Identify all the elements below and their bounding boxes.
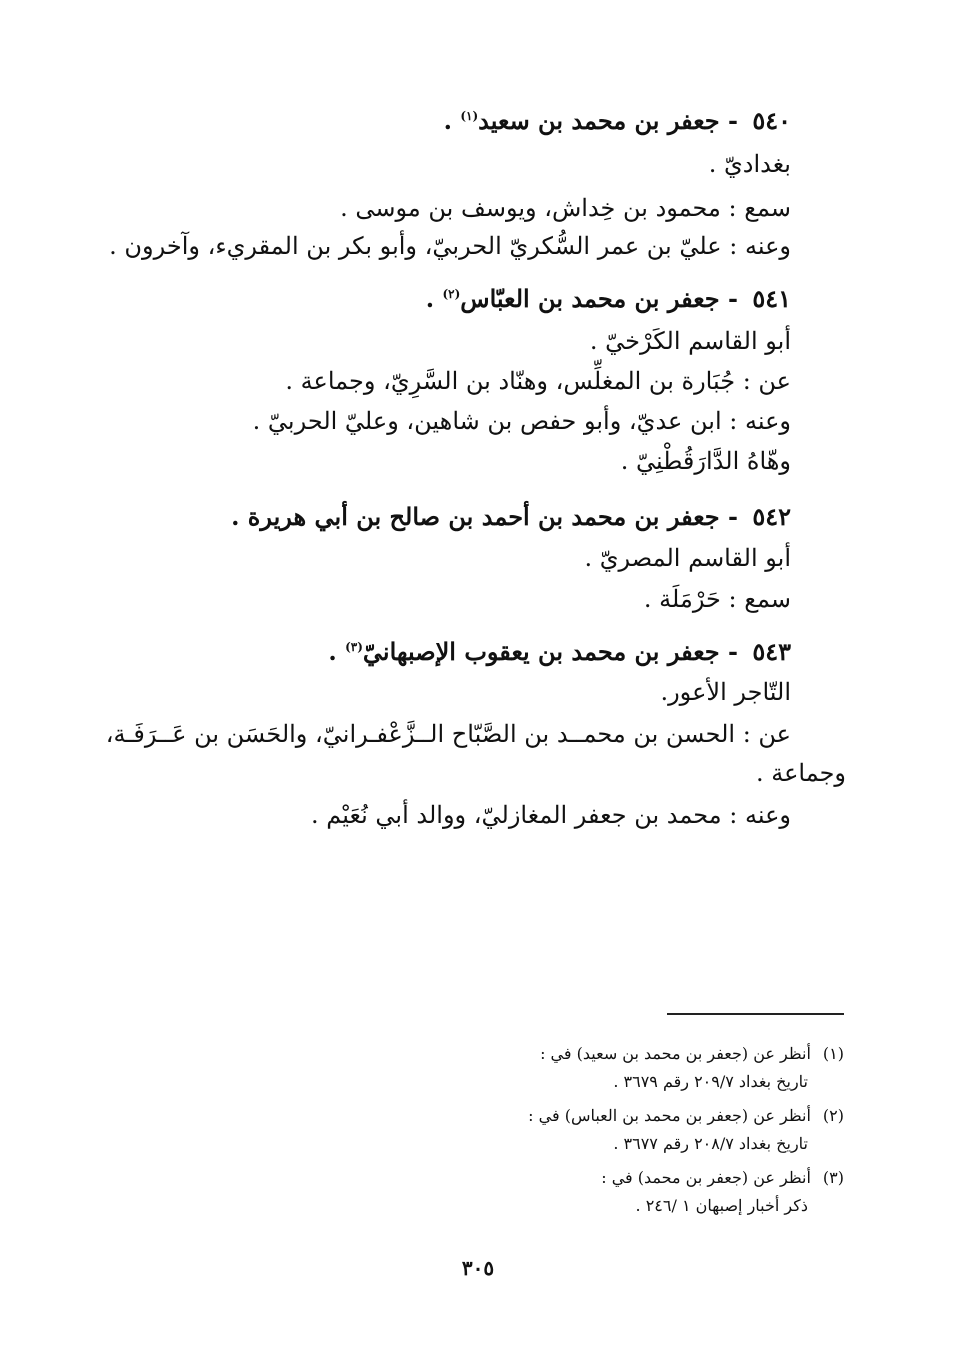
entry-543-line-3: وجماعة .: [755, 759, 846, 787]
footnote-text: أنظر عن (جعفر بن محمد بن سعيد) في :: [540, 1044, 811, 1063]
entry-540-line-3: وعنه : عليّ بن عمر السُّكريّ الحربيّ، وأبو بكر بن المقريء، وآخرون .: [109, 232, 791, 260]
entry-541-line-3: وعنه : ابن عديّ، وأبو حفص بن شاهين، وعليّ الحربيّ .: [252, 407, 791, 435]
footnote-1-line-2: تاريخ بغداد ٢٠٩/٧ رقم ٣٦٧٩ .: [613, 1072, 808, 1091]
entry-number: ٥٤١: [752, 284, 791, 313]
entry-543-line-4: وعنه : محمد بن جعفر المغازليّ، ووالد أبي نُعَيْم .: [311, 801, 791, 829]
entry-number: ٥٤٢: [752, 502, 791, 531]
entry-dash: -: [728, 502, 738, 531]
footnote-text: أنظر عن (جعفر بن محمد بن العباس) في :: [528, 1106, 811, 1125]
footnote-number: (٢): [822, 1106, 844, 1125]
heading-period: .: [328, 637, 346, 666]
entry-name: جعفر بن محمد بن العبّاس: [460, 284, 720, 313]
entry-541-line-4: وهّاهُ الدَّارَقُطْنِيّ .: [620, 447, 791, 475]
entry-dash: -: [728, 284, 738, 313]
footnote-3-line-1: [601, 1166, 844, 1190]
entry-540-line-1: بغداديّ .: [708, 150, 791, 178]
entry-542-line-1: أبو القاسم المصريّ .: [584, 544, 791, 572]
entry-dash: -: [728, 637, 738, 666]
entry-542-heading: [231, 500, 791, 534]
entry-number: ٥٤٣: [752, 637, 791, 666]
entry-name: جعفر بن محمد بن سعيد: [478, 106, 720, 135]
entry-541-line-1: أبو القاسم الكَرْخيّ .: [589, 327, 791, 355]
footnote-separator: [667, 1013, 844, 1015]
footnote-2-line-2: تاريخ بغداد ٢٠٨/٧ رقم ٣٦٧٧ .: [613, 1134, 808, 1153]
entry-541-line-2: عن : جُبَارة بن المغلِّس، وهنّاد بن السَّرِيّ، وجماعة .: [285, 367, 791, 395]
entry-540-heading: [444, 104, 791, 138]
footnote-text: أنظر عن (جعفر بن محمد) في :: [601, 1168, 811, 1187]
footnote-2-line-1: [528, 1104, 844, 1128]
entry-name: جعفر بن محمد بن يعقوب الإصبهانيّ: [362, 637, 720, 666]
page-number: ٣٠٥: [461, 1256, 495, 1280]
footnote-ref: (٣): [345, 640, 363, 654]
entry-542-line-2: سمع : حَرْمَلَة .: [643, 585, 791, 613]
footnote-3-line-2: ذكر أخبار إصبهان ١ /٢٤٦ .: [635, 1196, 808, 1215]
heading-period: .: [425, 284, 443, 313]
heading-period: .: [443, 106, 461, 135]
entry-543-line-2: عن : الحسن بن محمــد بن الصَّبّاح الــزَّعْفـرانيّ، والحَسَن بن عَــرَفَـة،: [105, 720, 791, 748]
entry-543-line-1: التّاجر الأعور.: [660, 678, 791, 706]
entry-name: جعفر بن محمد بن أحمد بن صالح بن أبي هريرة: [247, 502, 720, 531]
footnote-number: (١): [822, 1044, 844, 1063]
entry-dash: -: [728, 106, 738, 135]
footnote-ref: (٢): [442, 287, 461, 301]
heading-period: .: [231, 502, 248, 531]
entry-543-heading: [328, 635, 791, 669]
entry-number: ٥٤٠: [752, 106, 791, 135]
entry-540-line-2: سمع : محمود بن خِداش، ويوسف بن موسى .: [340, 194, 791, 222]
footnote-number: (٣): [822, 1168, 844, 1187]
footnote-ref: (١): [460, 109, 479, 123]
footnote-1-line-1: [540, 1042, 844, 1066]
entry-541-heading: [426, 282, 791, 316]
